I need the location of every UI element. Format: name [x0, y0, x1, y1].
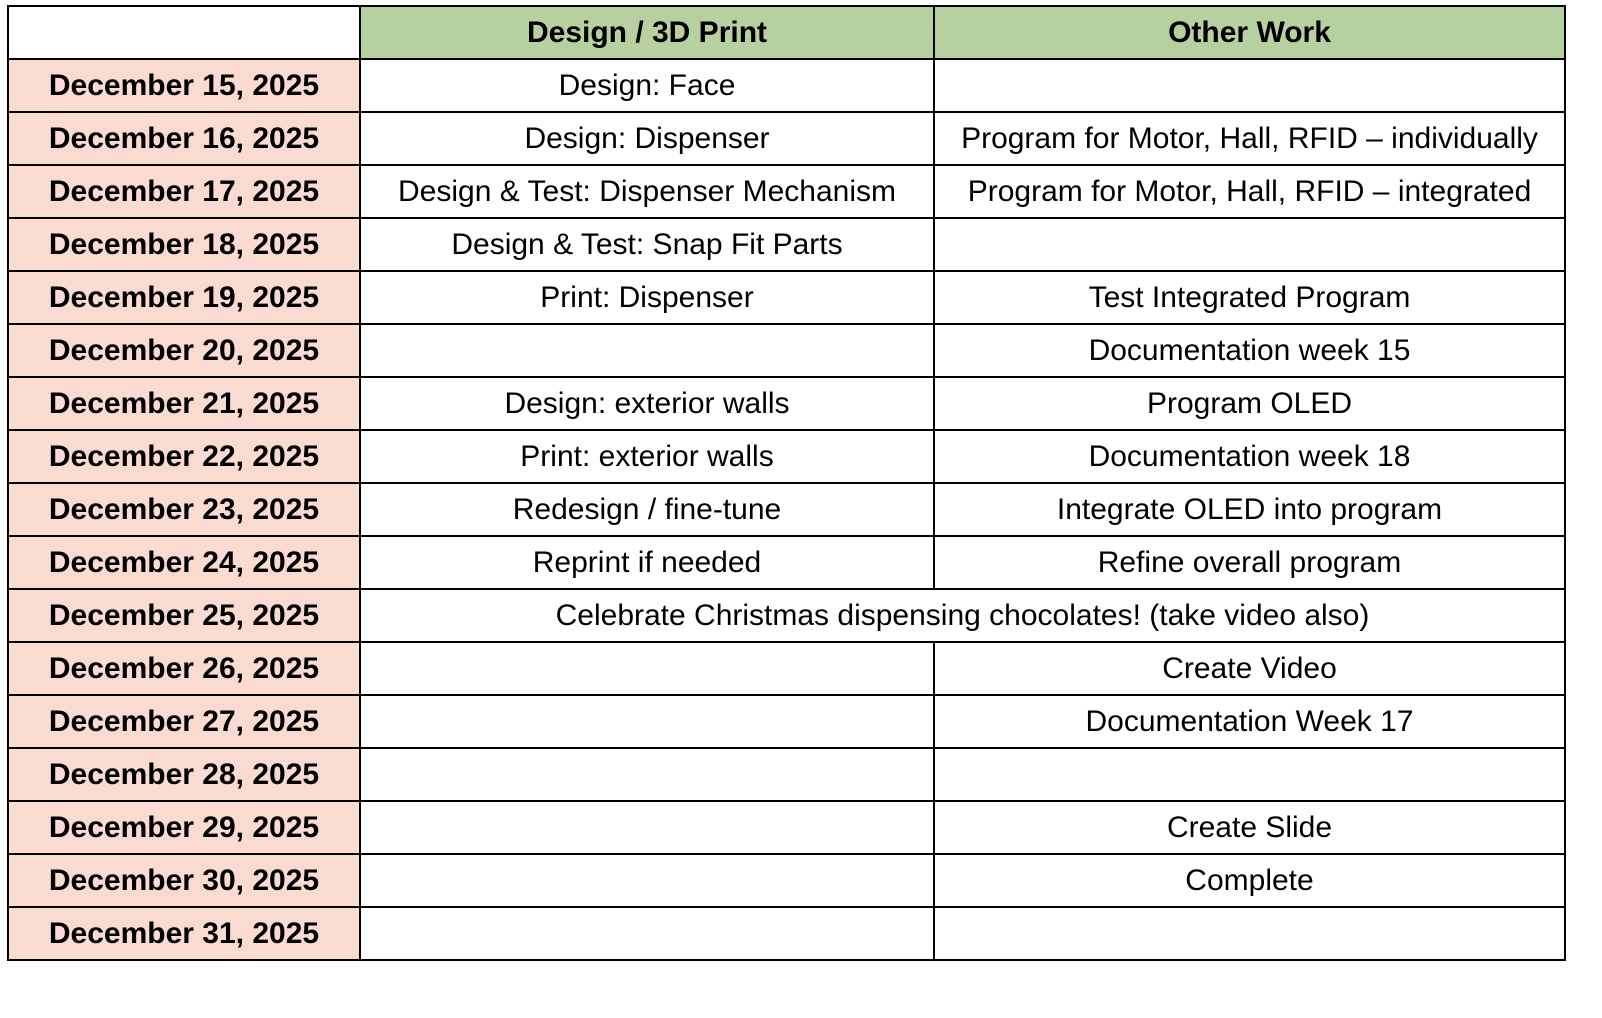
other-work-cell[interactable]: Documentation Week 17	[934, 695, 1565, 748]
table-row	[8, 218, 1565, 271]
schedule-body	[8, 59, 1565, 960]
table-row	[8, 112, 1565, 165]
design-task-cell[interactable]: Print: exterior walls	[360, 430, 934, 483]
other-work-cell[interactable]: Documentation week 18	[934, 430, 1565, 483]
date-cell[interactable]: December 29, 2025	[8, 801, 360, 854]
date-cell[interactable]: December 18, 2025	[8, 218, 360, 271]
design-task-cell[interactable]	[360, 907, 934, 960]
other-work-cell[interactable]	[934, 59, 1565, 112]
table-row	[8, 324, 1565, 377]
date-cell[interactable]: December 31, 2025	[8, 907, 360, 960]
date-cell[interactable]: December 17, 2025	[8, 165, 360, 218]
other-work-cell[interactable]: Documentation week 15	[934, 324, 1565, 377]
design-task-cell[interactable]	[360, 642, 934, 695]
date-cell[interactable]: December 26, 2025	[8, 642, 360, 695]
design-task-cell[interactable]	[360, 695, 934, 748]
design-task-cell[interactable]	[360, 854, 934, 907]
other-work-cell[interactable]	[934, 907, 1565, 960]
date-cell[interactable]: December 28, 2025	[8, 748, 360, 801]
table-row	[8, 642, 1565, 695]
design-task-cell[interactable]	[360, 324, 934, 377]
table-row	[8, 907, 1565, 960]
design-task-cell[interactable]: Print: Dispenser	[360, 271, 934, 324]
date-cell[interactable]: December 19, 2025	[8, 271, 360, 324]
design-task-cell[interactable]: Reprint if needed	[360, 536, 934, 589]
date-cell[interactable]: December 21, 2025	[8, 377, 360, 430]
column-header-other-work[interactable]: Other Work	[934, 6, 1565, 59]
header-row	[8, 6, 1565, 59]
design-task-cell[interactable]	[360, 748, 934, 801]
other-work-cell[interactable]: Program for Motor, Hall, RFID – individually	[934, 112, 1565, 165]
design-task-cell[interactable]: Design: exterior walls	[360, 377, 934, 430]
column-header-design[interactable]: Design / 3D Print	[360, 6, 934, 59]
design-task-cell[interactable]: Design & Test: Dispenser Mechanism	[360, 165, 934, 218]
other-work-cell[interactable]: Create Slide	[934, 801, 1565, 854]
table-row	[8, 271, 1565, 324]
design-task-cell[interactable]: Design & Test: Snap Fit Parts	[360, 218, 934, 271]
date-cell[interactable]: December 30, 2025	[8, 854, 360, 907]
other-work-cell[interactable]: Complete	[934, 854, 1565, 907]
other-work-cell[interactable]: Program OLED	[934, 377, 1565, 430]
table-row	[8, 801, 1565, 854]
other-work-cell[interactable]: Test Integrated Program	[934, 271, 1565, 324]
date-cell[interactable]: December 20, 2025	[8, 324, 360, 377]
date-cell[interactable]: December 15, 2025	[8, 59, 360, 112]
table-row	[8, 748, 1565, 801]
other-work-cell[interactable]: Program for Motor, Hall, RFID – integrated	[934, 165, 1565, 218]
table-row	[8, 854, 1565, 907]
date-cell[interactable]: December 16, 2025	[8, 112, 360, 165]
table-row	[8, 483, 1565, 536]
design-task-cell[interactable]	[360, 801, 934, 854]
table-row	[8, 377, 1565, 430]
date-cell[interactable]: December 22, 2025	[8, 430, 360, 483]
date-cell[interactable]: December 23, 2025	[8, 483, 360, 536]
date-cell[interactable]: December 27, 2025	[8, 695, 360, 748]
corner-cell[interactable]	[8, 6, 360, 59]
other-work-cell[interactable]	[934, 748, 1565, 801]
design-task-cell[interactable]: Redesign / fine-tune	[360, 483, 934, 536]
design-task-cell[interactable]: Design: Face	[360, 59, 934, 112]
other-work-cell[interactable]: Create Video	[934, 642, 1565, 695]
table-row	[8, 165, 1565, 218]
date-cell[interactable]: December 24, 2025	[8, 536, 360, 589]
other-work-cell[interactable]	[934, 218, 1565, 271]
table-row	[8, 695, 1565, 748]
table-row	[8, 59, 1565, 112]
merged-task-cell[interactable]: Celebrate Christmas dispensing chocolates! (take video also)	[360, 589, 1565, 642]
schedule-table	[7, 5, 1566, 961]
table-row	[8, 589, 1565, 642]
date-cell[interactable]: December 25, 2025	[8, 589, 360, 642]
other-work-cell[interactable]: Refine overall program	[934, 536, 1565, 589]
table-row	[8, 536, 1565, 589]
design-task-cell[interactable]: Design: Dispenser	[360, 112, 934, 165]
table-row	[8, 430, 1565, 483]
other-work-cell[interactable]: Integrate OLED into program	[934, 483, 1565, 536]
